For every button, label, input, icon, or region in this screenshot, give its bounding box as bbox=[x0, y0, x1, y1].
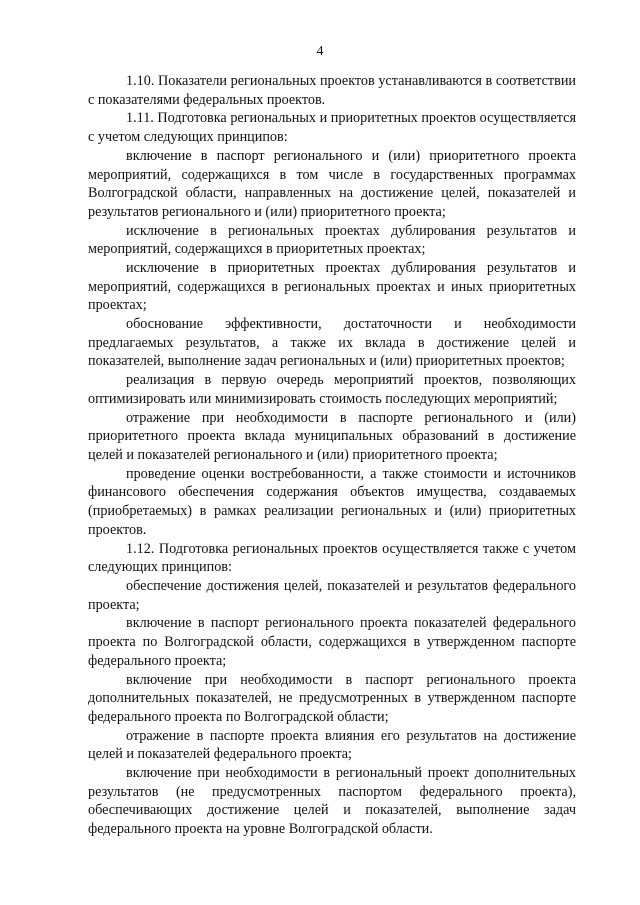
principle-item: проведение оценки востребованности, а также стоимости и источников финансового обеспечения содержания объектов имущества, создаваемых (приобретаемых) в рамках реализации региональных и (или) приоритетных проектов. bbox=[88, 465, 576, 538]
paragraph-1-12: 1.12. Подготовка региональных проектов осуществляется также с учетом следующих принципов: bbox=[88, 540, 576, 576]
principle-item: исключение в приоритетных проектах дублирования результатов и мероприятий, содержащихся в региональных проектах и иных приоритетных проектах; bbox=[88, 260, 576, 314]
principle-item: включение в паспорт регионального и (или) приоритетного проекта мероприятий, содержащихся в том числе в государственных программах Волгоградской области, направленных на достижение целей, показателей и результатов регионального и (или) приоритетного проекта; bbox=[88, 147, 576, 220]
principle-item: отражение в паспорте проекта влияния его результатов на достижение целей и показателей федерального проекта; bbox=[88, 727, 576, 763]
paragraph-1-10: 1.10. Показатели региональных проектов устанавливаются в соответствии с показателями федеральных проектов. bbox=[88, 73, 576, 108]
principle-item: реализация в первую очередь мероприятий проектов, позволяющих оптимизировать или минимизировать стоимость последующих мероприятий; bbox=[88, 372, 576, 407]
principle-item: включение при необходимости в паспорт регионального проекта дополнительных показателей, не предусмотренных в утвержденном паспорте федерального проекта по Волгоградской области; bbox=[88, 671, 576, 725]
document-body bbox=[88, 72, 576, 839]
paragraph-1-11: 1.11. Подготовка региональных и приоритетных проектов осуществляется с учетом следующих принципов: bbox=[88, 110, 576, 146]
principle-item: включение в паспорт регионального проекта показателей федерального проекта по Волгоградской области, содержащихся в утвержденном паспорте федерального проекта; bbox=[88, 615, 576, 669]
principle-item: исключение в региональных проектах дублирования результатов и мероприятий, содержащихся в приоритетных проектах; bbox=[88, 222, 576, 258]
principle-item: обеспечение достижения целей, показателей и результатов федерального проекта; bbox=[88, 578, 576, 613]
principle-item: обоснование эффективности, достаточности и необходимости предлагаемых результатов, а также их вклада в достижение целей и показателей, выполнение задач региональных и (или) приоритетных проектов; bbox=[88, 316, 576, 370]
page-number: 4 bbox=[316, 44, 324, 59]
principle-item: включение при необходимости в региональный проект дополнительных результатов (не предусмотренных паспортом федерального проекта), обеспечивающих достижение целей и показателей, выполнение задач федерального проекта на уровне Волгоградской области. bbox=[88, 765, 576, 837]
principle-item: отражение при необходимости в паспорте регионального и (или) приоритетного проекта вклада муниципальных образований в достижение целей и показателей регионального и (или) приоритетного проекта; bbox=[88, 409, 576, 463]
